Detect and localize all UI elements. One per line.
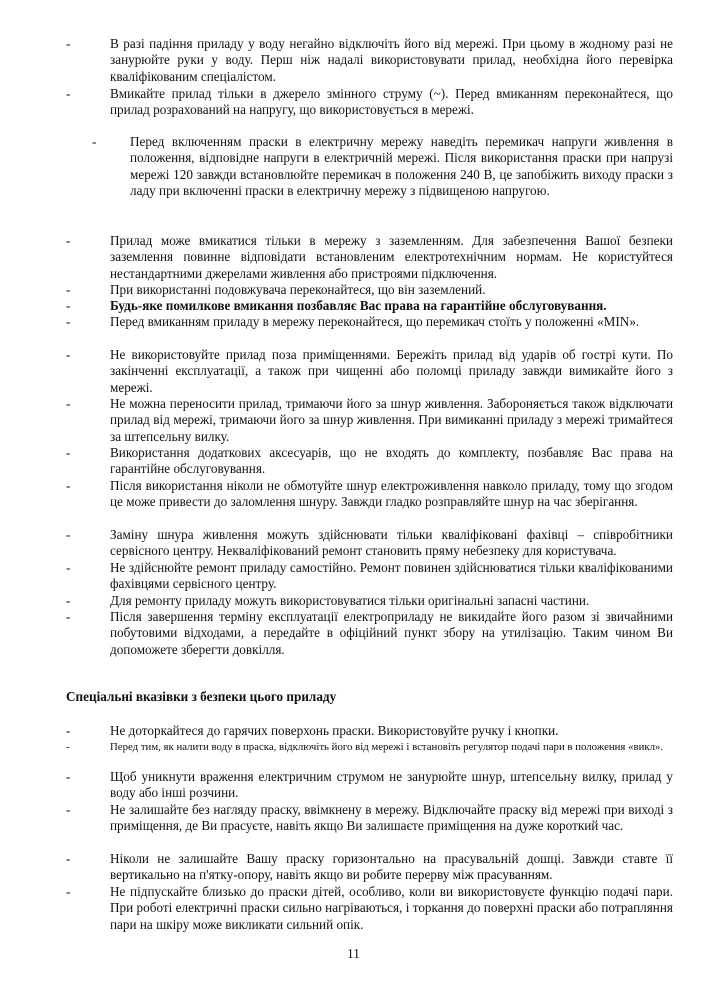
list-dash: - bbox=[66, 884, 71, 899]
list-item-text: Після завершення терміну експлуатації електроприладу не викидайте його разом зі звичайними побутовими відходами, а передайте в офіційний пункт збору на утилізацію. Таким чином Ви допоможете зберегти довкілля. bbox=[110, 609, 673, 657]
list-item bbox=[66, 802, 673, 835]
list-item bbox=[66, 86, 673, 119]
list-dash: - bbox=[66, 609, 71, 624]
list-item-text: Щоб уникнути враження електричним струмом не занурюйте шнур, штепсельну вилку, прилад у воду або інші розчини. bbox=[110, 769, 673, 801]
list-item-text: Перед вмиканням приладу в мережу переконайтеся, що перемикач стоїть у положенні «MIN». bbox=[110, 314, 640, 329]
list-item bbox=[66, 769, 673, 802]
list-item-text: Будь-яке помилкове вмикання позбавляє Вас права на гарантійне обслуговування. bbox=[110, 298, 607, 313]
list-item-indented bbox=[66, 134, 673, 200]
list-dash: - bbox=[92, 134, 97, 149]
list-dash: - bbox=[66, 593, 71, 608]
list-item-text: Прилад може вмикатися тільки в мережу з заземленням. Для забезпечення Вашої безпеки заземлення повинне відповідати встановленим електротехнічним нормам. Не користуйтеся нестандартними джерелами живлення або пристроями підключення. bbox=[110, 233, 673, 281]
list-item-small bbox=[66, 740, 673, 755]
list-item bbox=[66, 884, 673, 933]
list-dash: - bbox=[66, 282, 71, 297]
list-item bbox=[66, 609, 673, 658]
list-item bbox=[66, 282, 673, 298]
list-item-text: Заміну шнура живлення можуть здійснювати тільки кваліфіковані фахівці – співробітники сервісного центру. Некваліфікований ремонт становить пряму небезпеку для користувача. bbox=[110, 527, 673, 559]
list-item bbox=[66, 851, 673, 884]
list-item bbox=[66, 723, 673, 739]
list-item-text: Перед тим, як налити воду в праска, відключіть його від мережі і встановіть регулятор подачі пари в положення «викл». bbox=[110, 741, 664, 753]
list-dash: - bbox=[66, 527, 71, 542]
list-dash: - bbox=[66, 802, 71, 817]
list-dash: - bbox=[66, 347, 71, 362]
list-item-warranty-warning bbox=[66, 298, 673, 314]
list-item-text: Після використання ніколи не обмотуйте шнур електроживлення навколо приладу, тому що згодом це може привести до заломлення шнуру. Завжди гладко розправляйте шнур на час зберігання. bbox=[110, 478, 673, 510]
list-item-text: Ніколи не залишайте Вашу праску горизонтально на прасувальній дошці. Завжди ставте її вертикально на п'ятку-опору, навіть якщо ви робите перерву між прасуванням. bbox=[110, 851, 673, 883]
list-dash: - bbox=[66, 478, 71, 493]
list-dash: - bbox=[66, 741, 70, 753]
list-item bbox=[66, 445, 673, 478]
list-item bbox=[66, 347, 673, 396]
list-item-text: Не можна переносити прилад, тримаючи його за шнур живлення. Забороняється також відключати прилад від мережі, тримаючи його за шнур живлення. При вимиканні приладу з мережі тримайтеся за штепсельну вилку. bbox=[110, 396, 673, 444]
list-dash: - bbox=[66, 723, 71, 738]
list-item bbox=[66, 527, 673, 560]
list-item-text: Не підпускайте близько до праски дітей, особливо, коли ви використовуєте функцію подачі пари. При роботі електричні праски сильно нагріваються, і торкання до поверхні праски або потрапляння пари на шкіру може викликати сильний опік. bbox=[110, 884, 673, 932]
list-item bbox=[66, 36, 673, 85]
list-dash: - bbox=[66, 445, 71, 460]
list-dash: - bbox=[66, 314, 71, 329]
list-item-text: Не залишайте без нагляду праску, ввімкнену в мережу. Відключайте праску від мережі при виході з приміщення, де Ви прасуєте, навіть якщо Ви залишаєте приміщення на дуже короткий час. bbox=[110, 802, 673, 834]
list-item-text: Не доторкайтеся до гарячих поверхонь праски. Використовуйте ручку і кнопки. bbox=[110, 723, 559, 738]
list-item bbox=[66, 396, 673, 445]
list-dash: - bbox=[66, 560, 71, 575]
list-item-text: Для ремонту приладу можуть використовуватися тільки оригінальні запасні частини. bbox=[110, 593, 590, 608]
list-item bbox=[66, 233, 673, 282]
section-heading: Спеціальні вказівки з безпеки цього приладу bbox=[66, 689, 337, 704]
list-item-text: В разі падіння приладу у воду негайно відключіть його від мережі. При цьому в жодному разі не занурюйте руки у воду. Перш ніж надалі використовувати прилад, необхідна його перевірка кваліфікованим спеціалістом. bbox=[110, 36, 673, 84]
list-item-text: Перед включенням праски в електричну мережу наведіть перемикач напруги живлення в положення, відповідне напруги в електричній мережі. Після використання праски при напрузі мережі 120 завжди встановлюйте перемикач в положення 240 В, це запобіжить виходу праски з ладу при включенні праски в електричну мережу з підвищеною напругою. bbox=[130, 134, 673, 199]
list-dash: - bbox=[66, 233, 71, 248]
list-item bbox=[66, 478, 673, 511]
list-dash: - bbox=[66, 769, 71, 784]
list-item-text: Використання додаткових аксесуарів, що не входять до комплекту, позбавляє Вас права на гарантійне обслуговування. bbox=[110, 445, 673, 477]
list-item-text: Вмикайте прилад тільки в джерело змінного струму (~). Перед вмиканням переконайтеся, що прилад розрахований на напругу, що використовується в мережі. bbox=[110, 86, 673, 118]
list-dash: - bbox=[66, 36, 71, 51]
list-item-text: Не здійснюйте ремонт приладу самостійно. Ремонт повинен здійснюватися тільки кваліфікованими фахівцями сервісного центру. bbox=[110, 560, 673, 592]
page-number: 11 bbox=[347, 946, 360, 961]
list-dash: - bbox=[66, 86, 71, 101]
list-dash: - bbox=[66, 851, 71, 866]
list-item bbox=[66, 560, 673, 593]
list-dash: - bbox=[66, 396, 71, 411]
list-item bbox=[66, 314, 673, 330]
list-item-text: Не використовуйте прилад поза приміщеннями. Бережіть прилад від ударів об гострі кути. По закінченні експлуатації, а також при чищенні або поломці приладу завжди вимикайте його з мережі. bbox=[110, 347, 673, 395]
list-dash: - bbox=[66, 298, 71, 313]
list-item bbox=[66, 593, 673, 609]
list-item-text: При використанні подовжувача переконайтеся, що він заземлений. bbox=[110, 282, 486, 297]
